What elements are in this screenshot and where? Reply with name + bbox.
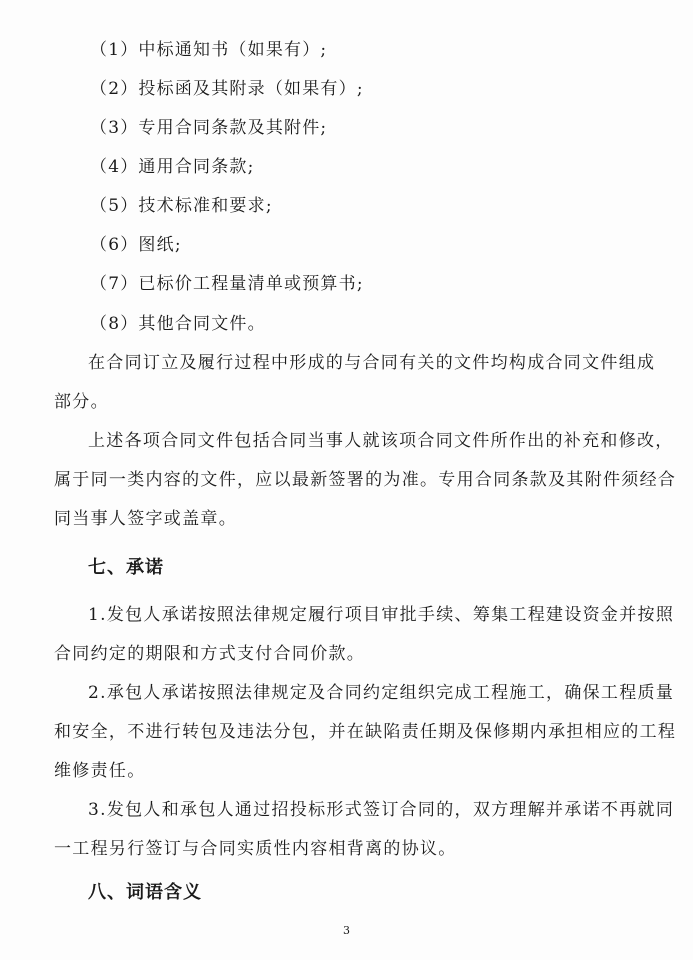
list-item-contract-document: （2）投标函及其附录（如果有）; — [90, 79, 364, 99]
list-item-contract-document: （6）图纸; — [90, 235, 182, 255]
list-item-contract-document: （3）专用合同条款及其附件; — [90, 118, 328, 138]
section-heading-definitions: 八、词语含义 — [88, 882, 202, 903]
commitment-item-line: 1.发包人承诺按照法律规定履行项目审批手续、筹集工程建设资金并按照 — [88, 605, 675, 625]
commitment-item-line: 和安全，不进行转包及违法分包，并在缺陷责任期及保修期内承担相应的工程 — [54, 722, 677, 742]
paragraph-line: 同当事人签字或盖章。 — [54, 509, 237, 529]
list-item-contract-document: （7）已标价工程量清单或预算书; — [90, 274, 364, 294]
commitment-item-line: 2.承包人承诺按照法律规定及合同约定组织完成工程施工，确保工程质量 — [88, 683, 675, 703]
paragraph-line: 在合同订立及履行过程中形成的与合同有关的文件均构成合同文件组成 — [88, 353, 656, 373]
paragraph-line: 部分。 — [54, 392, 109, 412]
list-item-contract-document: （5）技术标准和要求; — [90, 196, 273, 216]
list-item-contract-document: （8）其他合同文件。 — [90, 314, 266, 334]
paragraph-line: 上述各项合同文件包括合同当事人就该项合同文件所作出的补充和修改， — [88, 431, 674, 451]
list-item-contract-document: （1）中标通知书（如果有）; — [90, 40, 328, 60]
commitment-item-line: 3.发包人和承包人通过招投标形式签订合同的，双方理解并承诺不再就同 — [88, 800, 675, 820]
paragraph-line: 属于同一类内容的文件，应以最新签署的为准。专用合同条款及其附件须经合 — [54, 470, 677, 490]
section-heading-commitment: 七、承诺 — [88, 557, 164, 578]
commitment-item-line: 合同约定的期限和方式支付合同价款。 — [54, 644, 366, 664]
commitment-item-line: 一工程另行签订与合同实质性内容相背离的协议。 — [54, 839, 457, 859]
page-number: 3 — [343, 924, 350, 937]
list-item-contract-document: （4）通用合同条款; — [90, 157, 255, 177]
commitment-item-line: 维修责任。 — [54, 761, 146, 781]
